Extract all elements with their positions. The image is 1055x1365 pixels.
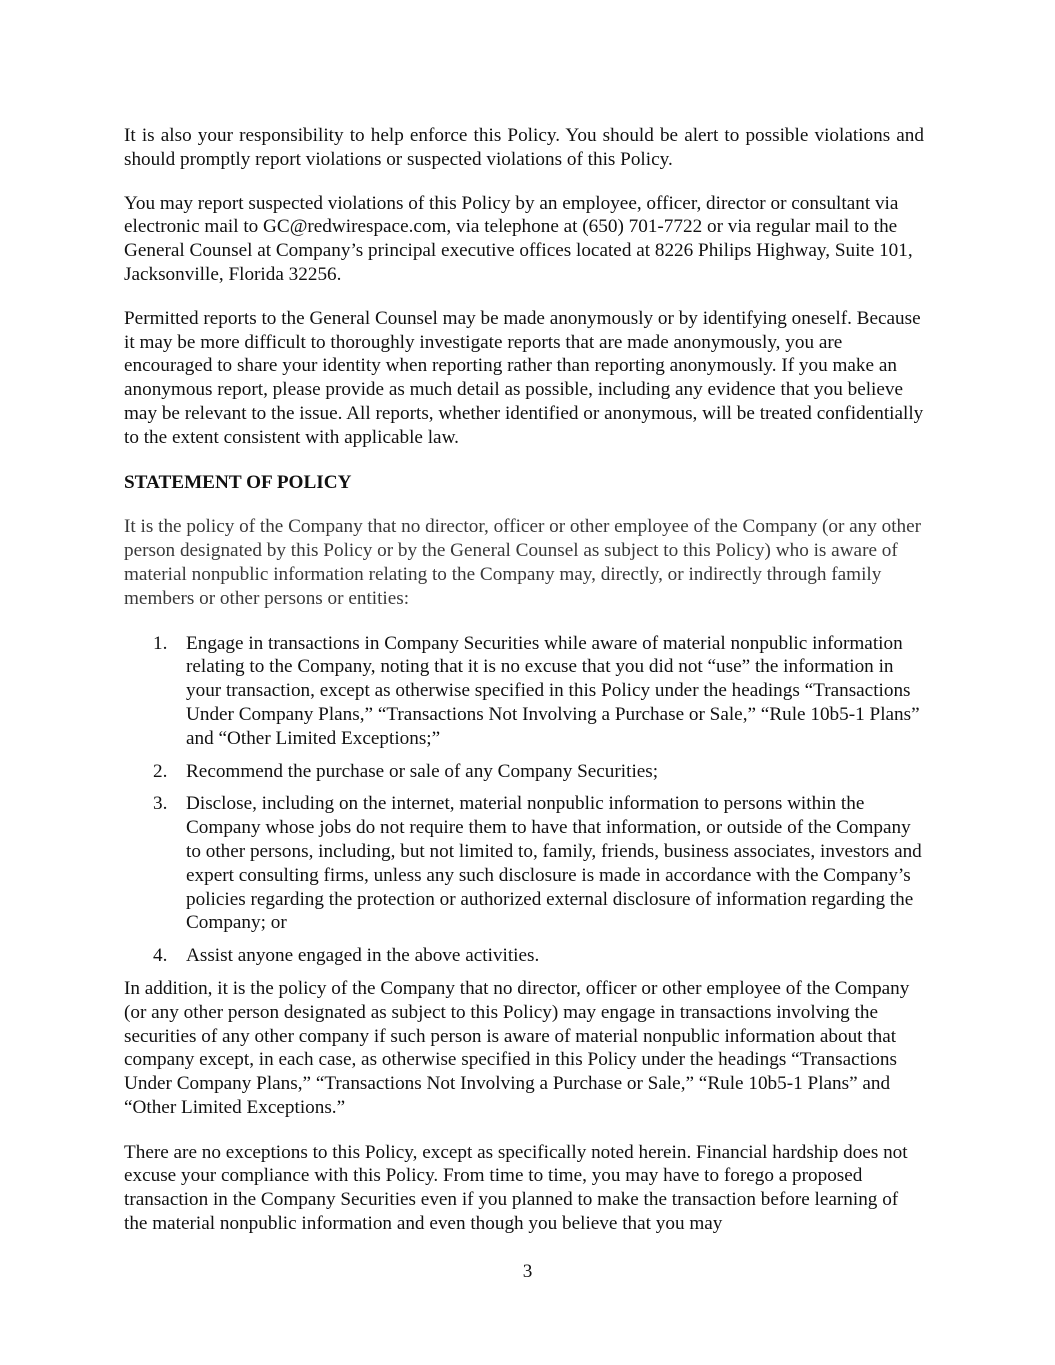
list-item-number: 2. [153,760,168,782]
list-item [124,944,924,968]
list-item-text: Disclose, including on the internet, material nonpublic information to persons within the Company whose jobs do not require them to have that information, or outside of the Company to other persons, including, but not limited to, family, friends, business associates, investors and expert consulting firms, unless any such disclosure is made in accordance with the Company’s policies regarding the protection or authorized external disclosure of information regarding the Company; or [186,793,922,934]
list-item-text: Engage in transactions in Company Securities while aware of material nonpublic information relating to the Company, noting that it is no excuse that you did not “use” the information in your transaction, except as otherwise specified in this Policy under the headings “Transactions Under Company Plans,” “Transactions Not Involving a Purchase or Sale,” “Rule 10b5-1 Plans” and “Other Limited Exceptions;” [186,632,920,749]
document-page [124,124,924,1236]
paragraph-anonymous-reports: Permitted reports to the General Counsel may be made anonymously or by identifying oneself. Because it may be more difficult to thoroughly investigate reports that are made anonymously, you are encouraged to share your identity when reporting rather than reporting anonymously. If you make an anonymous report, please provide as much detail as possible, including any evidence that you believe may be relevant to the issue. All reports, whether identified or anonymous, will be treated confidentially to the extent consistent with applicable law. [124,307,924,448]
list-item-number: 1. [153,632,168,654]
paragraph-other-companies: In addition, it is the policy of the Company that no director, officer or other employee of the Company (or any other person designated as subject to this Policy) may engage in transactions involving the securities of any other company if such person is aware of material nonpublic information about that company except, in each case, as otherwise specified in this Policy under the headings “Transactions Under Company Plans,” “Transactions Not Involving a Purchase or Sale,” “Rule 10b5-1 Plans” and “Other Limited Exceptions.” [124,977,910,1118]
paragraph-no-exceptions: There are no exceptions to this Policy, except as specifically noted herein. Financial hardship does not excuse your compliance with this Policy. From time to time, you may have to forego a proposed transaction in the Company Securities even if you planned to make the transaction before learning of the material nonpublic information and even though you believe that you may [124,1141,908,1235]
paragraph-enforcement: It is also your responsibility to help enforce this Policy. You should be alert to possible violations and should promptly report violations or suspected violations of this Policy. [124,125,924,170]
list-item-text: Assist anyone engaged in the above activities. [186,945,540,967]
list-item [124,760,924,784]
list-item [124,632,924,751]
list-item [124,792,924,935]
list-item-number: 4. [153,945,168,967]
page-number: 3 [522,1261,533,1282]
paragraph-policy-intro: It is the policy of the Company that no director, officer or other employee of the Company (or any other person designated by this Policy or by the General Counsel as subject to this Policy) who is aware of material nonpublic information relating to the Company may, directly, or indirectly through family members or other persons or entities: [124,516,922,609]
section-heading: STATEMENT OF POLICY [124,471,352,493]
list-item-text: Recommend the purchase or sale of any Company Securities; [186,760,659,782]
list-item-number: 3. [153,793,168,815]
paragraph-reporting-channels: You may report suspected violations of this Policy by an employee, officer, director or consultant via electronic mail to GC@redwirespace.com, via telephone at (650) 701-7722 or via regular mail to the General Counsel at Company’s principal executive offices located at 8226 Philips Highway, Suite 101, Jacksonville, Florida 32256. [124,192,913,285]
policy-list [124,632,924,968]
